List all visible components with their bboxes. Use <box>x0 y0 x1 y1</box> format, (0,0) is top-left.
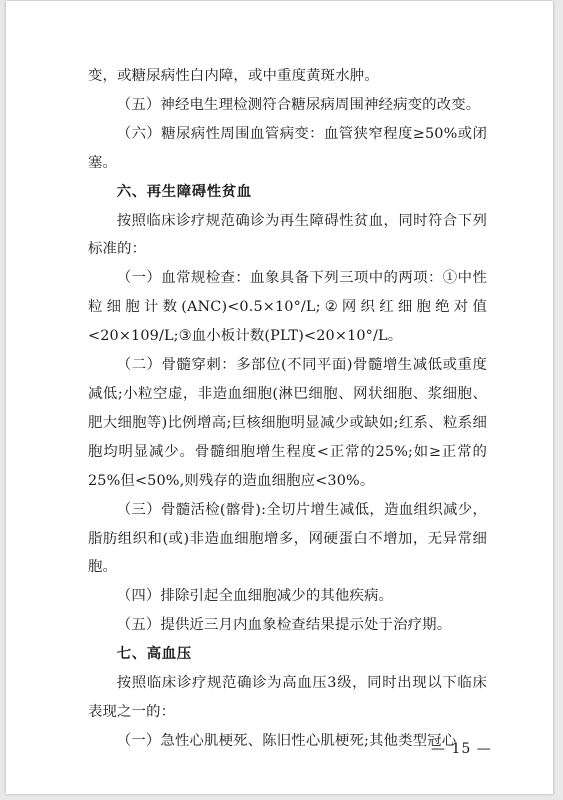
body-paragraph: （三）骨髓活检(髂骨):全切片增生减低，造血组织减少，脂肪组织和(或)非造血细胞增多，网硬蛋白不增加，无异常细胞。 <box>88 501 487 576</box>
body-paragraph: （一）血常规检查：血象具备下列三项中的两项：①中性粒细胞计数(ANC)<0.5×10°/L;②网织红细胞绝对值<20×109/L;③血小板计数(PLT)<20×10°/L。 <box>88 270 487 345</box>
body-paragraph: （二）骨髓穿刺：多部位(不同平面)骨髓增生减低或重度减低;小粒空虚，非造血细胞(淋巴细胞、网状细胞、浆细胞、肥大细胞等)比例增高;巨核细胞明显减少或缺如;红系、粒系细胞均明显减少。骨髓细胞增生程度<正常的25%;如≥正常的25%但<50%,则残存的造血细胞应<30%。 <box>88 357 487 489</box>
document-page <box>6 1 553 794</box>
section-heading: 六、再生障碍性贫血 <box>116 183 252 200</box>
body-paragraph: （六）糖尿病性周围血管病变：血管狭窄程度≥50%或闭塞。 <box>88 125 487 171</box>
body-paragraph: （四）排除引起全血细胞减少的其他疾病。 <box>116 588 394 605</box>
document-body <box>88 62 487 756</box>
body-paragraph: 变，或糖尿病性白内障，或中重度黄斑水肿。 <box>88 68 379 84</box>
section-heading: 七、高血压 <box>116 646 192 663</box>
page-number: — 15 — <box>431 741 492 757</box>
body-paragraph: （五）提供近三月内血象检查结果提示处于治疗期。 <box>116 617 452 634</box>
body-paragraph: （一）急性心肌梗死、陈旧性心肌梗死;其他类型冠心 <box>116 732 457 749</box>
body-paragraph: 按照临床诊疗规范确诊为再生障碍性贫血，同时符合下列标准的： <box>88 212 487 258</box>
body-paragraph: 按照临床诊疗规范确诊为高血压3级，同时出现以下临床表现之一的： <box>88 675 487 720</box>
body-paragraph: （五）神经电生理检测符合糖尿病周围神经病变的改变。 <box>116 96 481 113</box>
